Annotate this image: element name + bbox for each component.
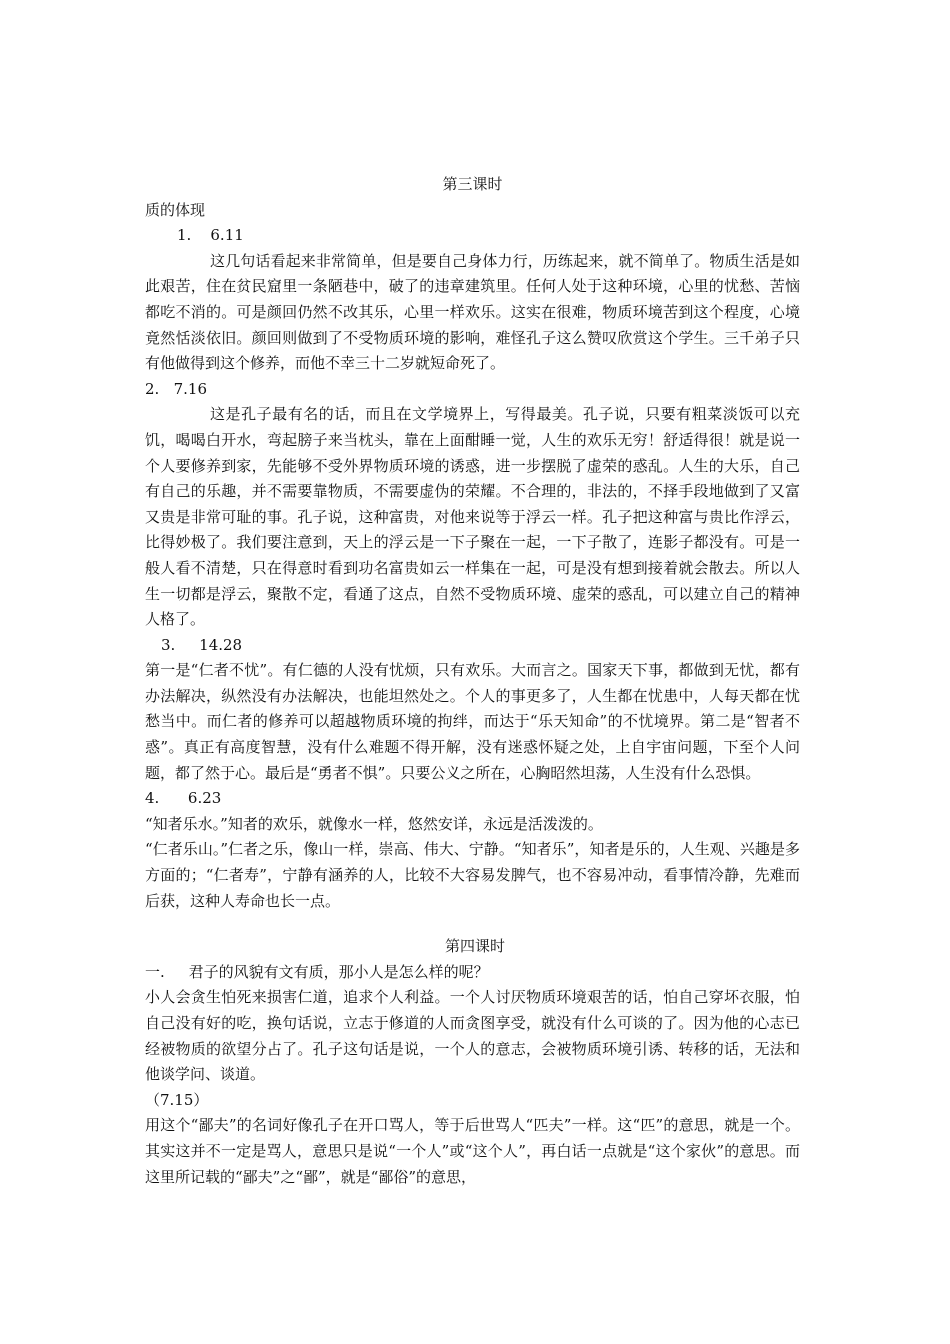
item4-paragraph-1: “知者乐水。”知者的欢乐，就像水一样，悠然安详，永远是活泼泼的。 (145, 814, 603, 833)
section-spacer (145, 914, 800, 934)
section4-reference: （7.15） (145, 1090, 209, 1109)
item2-paragraph: 这是孔子最有名的话，而且在文学境界上，写得最美。孔子说，只要有粗菜淡饭可以充饥，喝喝白开水，弯起膀子来当枕头，靠在上面酣睡一觉，人生的欢乐无穷！舒适得很！就是说一个人要修养到家，先能够不受外界物质环境的诱惑，进一步摆脱了虚荣的惑乱。人生的大乐，自己有自己的乐趣，并不需要靠物质，不需要虚伪的荣耀。不合理的，非法的，不择手段地做到了又富又贵是非常可耻的事。孔子说，这种富贵，对他来说等于浮云一样。孔子把这种富与贵比作浮云，比得妙极了。我们要注意到，天上的浮云是一下子聚在一起，一下子散了，连影子都没有。可是一般人看不清楚，只在得意时看到功名富贵如云一样集在一起，可是没有想到接着就会散去。所以人生一切都是浮云，聚散不定，看通了这点，自然不受物质环境、虚荣的惑乱，可以建立自己的精神人格了。 (145, 405, 800, 629)
item4-paragraph-2: “仁者乐山。”仁者之乐，像山一样，崇高、伟大、宁静。“知者乐”，知者是乐的，人生观、兴趣是多方面的；“仁者寿”，宁静有涵养的人，比较不大容易发脾气，也不容易冲动，看事情冷静，先难而后获，这种人寿命也长一点。 (145, 840, 800, 910)
section4-question-1: 一. 君子的风貌有文有质，那小人是怎么样的呢？ (145, 962, 489, 981)
section3-subtitle: 质的体现 (145, 200, 206, 219)
item4-label: 4. 6.23 (145, 789, 222, 808)
item3-label: 3. 14.28 (161, 635, 243, 654)
section4-reference-paragraph: 用这个“鄙夫”的名词好像孔子在开口骂人，等于后世骂人“匹夫”一样。这“匹”的意思，就是一个。其实这并不一定是骂人，意思只是说“一个人”或“这个人”，再白话一点就是“这个家伙”的意思。而这里所记载的“鄙夫”之“鄙”，就是“鄙俗”的意思， (145, 1116, 800, 1186)
document-body (145, 172, 800, 1190)
section3-title: 第三课时 (442, 175, 503, 193)
item2-label: 2. 7.16 (145, 379, 208, 398)
item3-paragraph: 第一是“仁者不忧”。有仁德的人没有忧烦，只有欢乐。大而言之。国家天下事，都做到无忧，都有办法解决，纵然没有办法解决，也能坦然处之。个人的事更多了，人生都在忧患中，人每天都在忧愁当中。而仁者的修养可以超越物质环境的拘绊，而达于“乐天知命”的不忧境界。第二是“智者不惑”。真正有高度智慧，没有什么难题不得开解，没有迷惑怀疑之处，上自宇宙问题，下至个人问题，都了然于心。最后是“勇者不惧”。只要公义之所在，心胸昭然坦荡，人生没有什么恐惧。 (145, 661, 800, 782)
item1-paragraph: 这几句话看起来非常简单，但是要自己身体力行，历练起来，就不简单了。物质生活是如此艰苦，住在贫民窟里一条陋巷中，破了的违章建筑里。任何人处于这种环境，心里的忧愁、苦恼都吃不消的。可是颜回仍然不改其乐，心里一样欢乐。这实在很难，物质环境苦到这个程度，心境竟然恬淡依旧。颜回则做到了不受物质环境的影响，难怪孔子这么赞叹欣赏这个学生。三千弟子只有他做得到这个修养，而他不幸三十二岁就短命死了。 (145, 251, 800, 373)
section4-title: 第四课时 (445, 937, 506, 956)
item1-label: 1. 6.11 (177, 226, 244, 245)
section4-question-1-paragraph: 小人会贪生怕死来损害仁道，追求个人利益。一个人讨厌物质环境艰苦的话，怕自己穿坏衣服，怕自己没有好的吃，换句话说，立志于修道的人而贪图享受，就没有什么可谈的了。因为他的心志已经被物质的欲望分占了。孔子这句话是说，一个人的意志，会被物质环境引诱、转移的话，无法和他谈学问、谈道。 (145, 988, 800, 1084)
